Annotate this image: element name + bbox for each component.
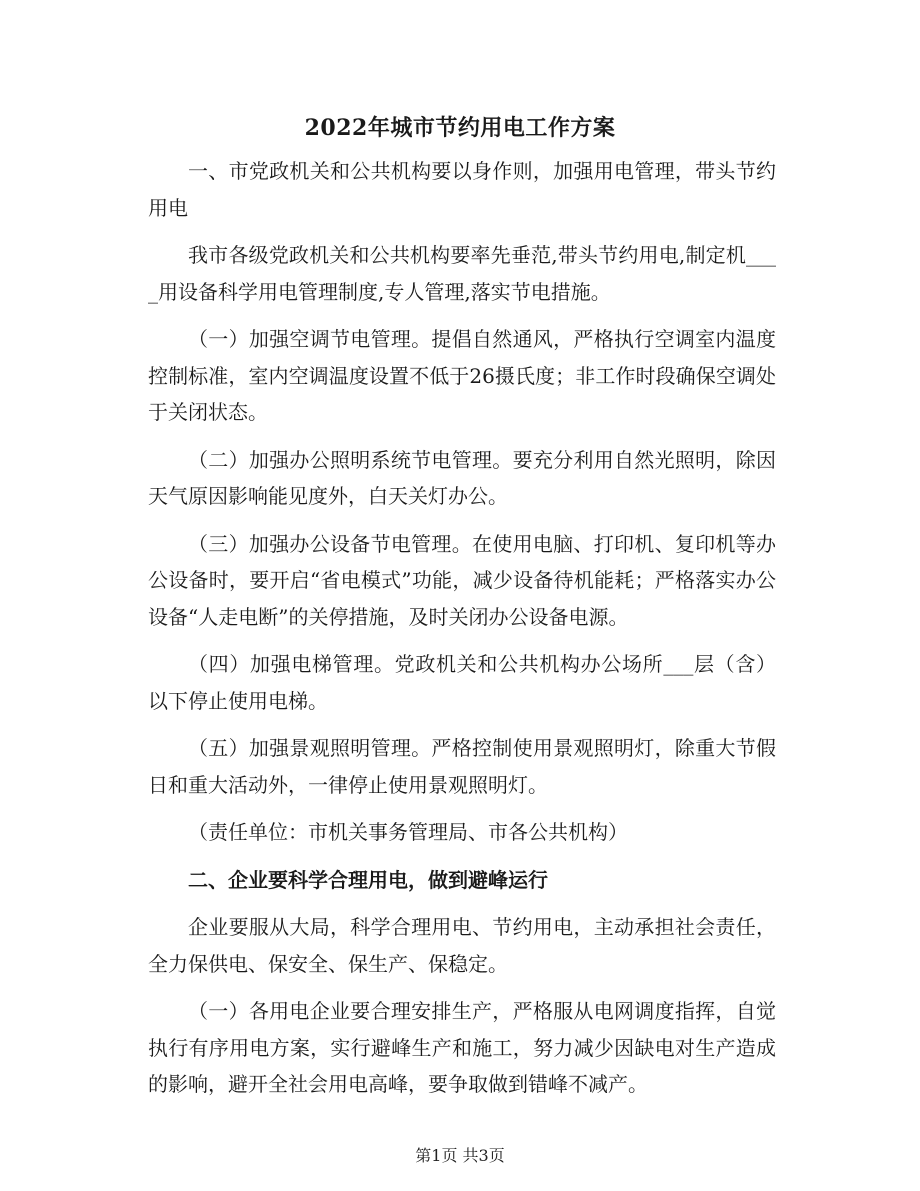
paragraph: （责任单位：市机关事务管理局、市各公共机构） bbox=[188, 820, 628, 844]
paragraph: （二）加强办公照明系统节电管理。要充分利用自然光照明，除因天气原因影响能见度外，白天关灯办公。 bbox=[148, 447, 776, 508]
paragraph: 企业要服从大局，科学合理用电、节约用电，主动承担社会责任，全力保供电、保安全、保生产、保稳定。 bbox=[148, 915, 776, 976]
paragraph: 我市各级党政机关和公共机构要率先垂范,带头节约用电,制定机____用设备科学用电管理制度,专人管理,落实节电措施。 bbox=[148, 243, 776, 304]
section-heading: 二、企业要科学合理用电，做到避峰运行 bbox=[188, 867, 548, 892]
page-number-footer: 第1页 共3页 bbox=[415, 1146, 505, 1165]
document-title: 2022年城市节约用电工作方案 bbox=[304, 115, 616, 141]
paragraph: （三）加强办公设备节电管理。在使用电脑、打印机、复印机等办公设备时，要开启“省电模式”功能，减少设备待机能耗；严格落实办公设备“人走电断”的关停措施，及时关闭办公设备电源。 bbox=[148, 531, 776, 629]
paragraph: （一）各用电企业要合理安排生产，严格服从电网调度指挥，自觉执行有序用电方案，实行避峰生产和施工，努力减少因缺电对生产造成的影响，避开全社会用电高峰，要争取做到错峰不减产。 bbox=[148, 999, 776, 1096]
paragraph: 一、市党政机关和公共机构要以身作则，加强用电管理，带头节约用电 bbox=[148, 159, 776, 220]
paragraph: （四）加强电梯管理。党政机关和公共机构办公场所___层（含）以下停止使用电梯。 bbox=[148, 652, 776, 713]
paragraph: （五）加强景观照明管理。严格控制使用景观照明灯，除重大节假日和重大活动外，一律停止使用景观照明灯。 bbox=[148, 736, 776, 797]
paragraph: （一）加强空调节电管理。提倡自然通风，严格执行空调室内温度控制标准，室内空调温度设置不低于26摄氏度；非工作时段确保空调处于关闭状态。 bbox=[148, 327, 776, 424]
document-body bbox=[148, 153, 776, 1114]
